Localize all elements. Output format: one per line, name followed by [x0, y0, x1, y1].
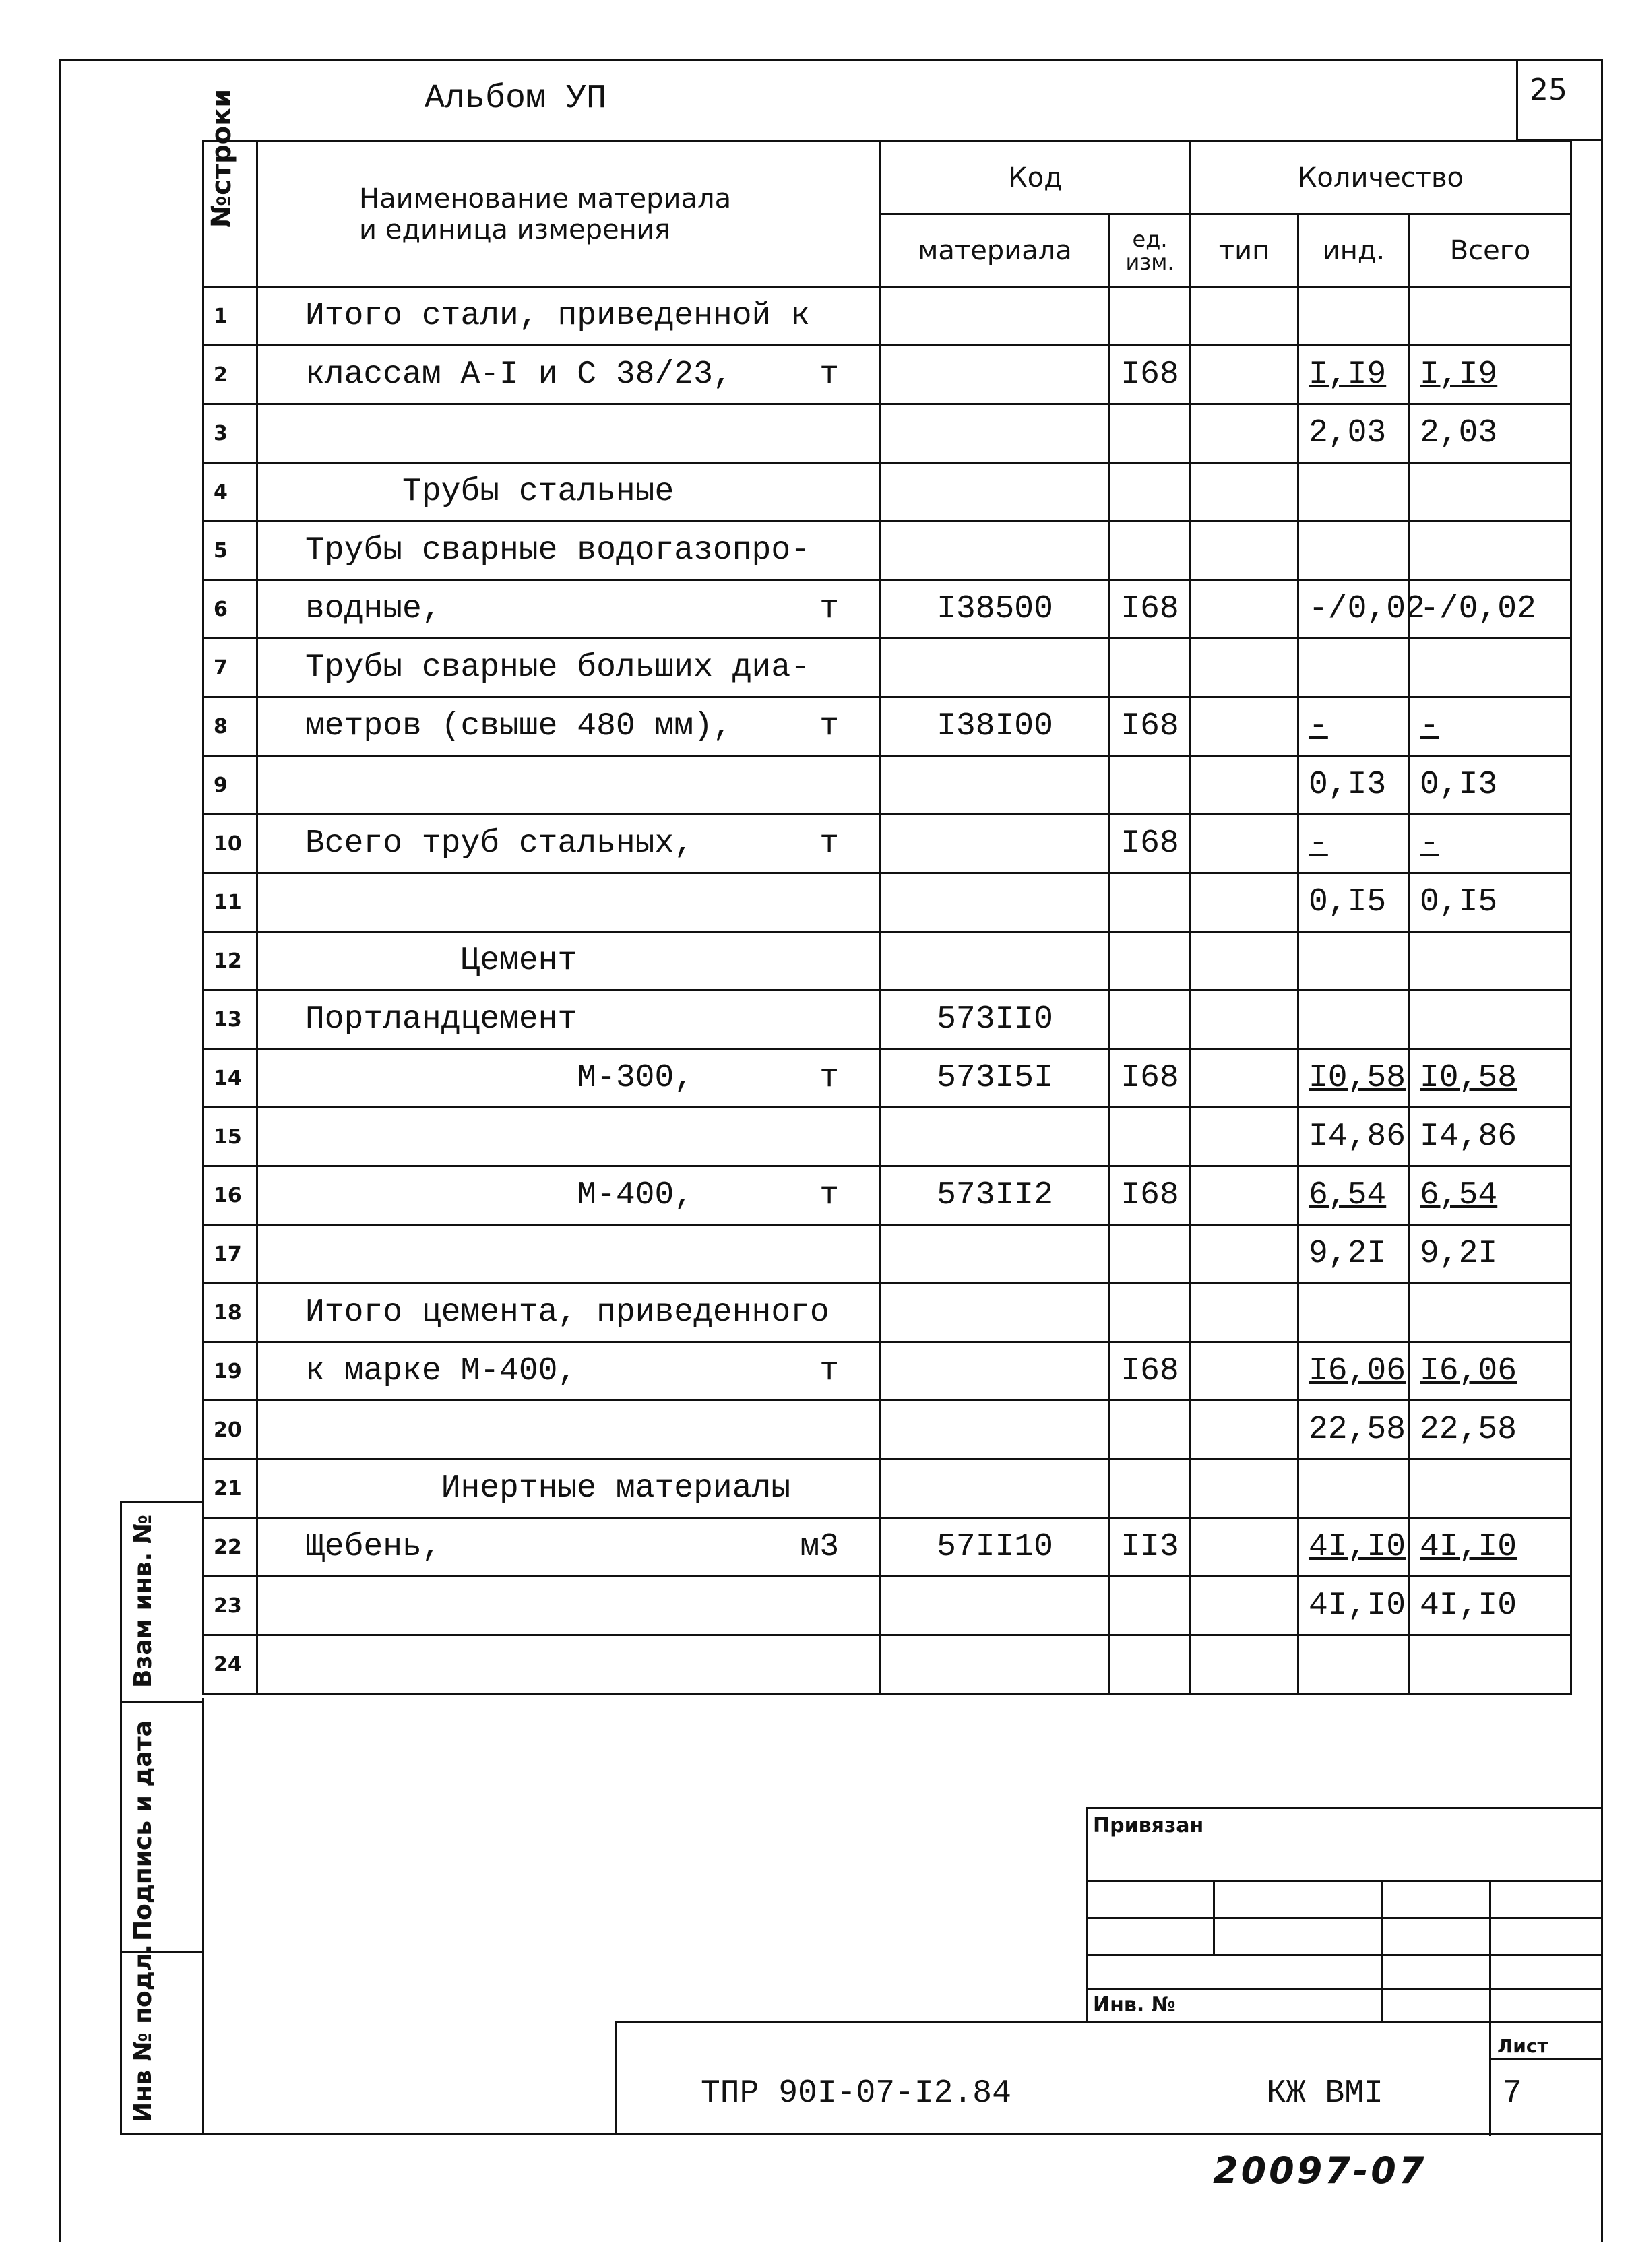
material-code	[881, 932, 1110, 990]
material-code	[881, 756, 1110, 815]
qty-ind: 9,2I	[1298, 1225, 1410, 1284]
side-label-signature-date: Подпись и дата	[129, 1720, 157, 1941]
unit-suffix: т	[819, 1060, 839, 1096]
unit-suffix: т	[819, 708, 839, 745]
row-number: 22	[203, 1518, 257, 1577]
material-code	[881, 404, 1110, 463]
qty-ind: I0,58	[1298, 1049, 1410, 1108]
qty-total	[1410, 639, 1571, 697]
table-row	[203, 287, 1571, 346]
unit-code: I68	[1110, 1166, 1191, 1225]
table-row	[203, 815, 1571, 873]
qty-total: 0,I5	[1410, 873, 1571, 932]
unit-code	[1110, 873, 1191, 932]
row-number: 14	[203, 1049, 257, 1108]
qty-ind: -	[1298, 697, 1410, 756]
stamp-doc-code: ТПР 90I-07-I2.84	[701, 2075, 1011, 2112]
unit-code	[1110, 1284, 1191, 1342]
qty-type	[1191, 463, 1298, 522]
qty-type	[1191, 1635, 1298, 1694]
qty-type	[1191, 756, 1298, 815]
qty-ind: 4I,I0	[1298, 1577, 1410, 1635]
header-code-group: Код	[881, 141, 1191, 214]
qty-ind: 0,I3	[1298, 756, 1410, 815]
row-number: 9	[203, 756, 257, 815]
unit-code	[1110, 1635, 1191, 1694]
row-number: 6	[203, 580, 257, 639]
table-row	[203, 932, 1571, 990]
header-qty-group: Количество	[1191, 141, 1571, 214]
header-ind: инд.	[1298, 214, 1410, 287]
table-row	[203, 756, 1571, 815]
stamp-inv-no-label: Инв. №	[1093, 1993, 1176, 2017]
material-code: 573II0	[881, 990, 1110, 1049]
unit-code	[1110, 932, 1191, 990]
table-row	[203, 1577, 1571, 1635]
handwritten-number: 20097-07	[1213, 2149, 1427, 2192]
qty-total: -	[1410, 697, 1571, 756]
album-title: Альбом УП	[425, 80, 607, 118]
qty-ind: -	[1298, 815, 1410, 873]
qty-ind	[1298, 1284, 1410, 1342]
material-name: Итого цемента, приведенного	[257, 1284, 881, 1342]
qty-type	[1191, 287, 1298, 346]
material-code	[881, 463, 1110, 522]
unit-code	[1110, 1108, 1191, 1166]
qty-ind: 2,03	[1298, 404, 1410, 463]
qty-type	[1191, 1342, 1298, 1401]
unit-suffix: т	[819, 591, 839, 627]
material-code	[881, 522, 1110, 580]
row-number: 20	[203, 1401, 257, 1459]
qty-type	[1191, 1459, 1298, 1518]
qty-type	[1191, 1108, 1298, 1166]
page-number: 25	[1530, 73, 1567, 107]
stamp-attached-label: Привязан	[1093, 1814, 1204, 1837]
unit-code	[1110, 990, 1191, 1049]
qty-total	[1410, 463, 1571, 522]
qty-type	[1191, 697, 1298, 756]
table-row	[203, 990, 1571, 1049]
unit-suffix: т	[819, 1353, 839, 1389]
material-code: 57II10	[881, 1518, 1110, 1577]
frame-bottom	[120, 2133, 1602, 2135]
page-number-divider	[1516, 59, 1518, 140]
unit-code	[1110, 522, 1191, 580]
unit-code: I68	[1110, 815, 1191, 873]
row-number: 11	[203, 873, 257, 932]
qty-total: I0,58	[1410, 1049, 1571, 1108]
qty-ind	[1298, 932, 1410, 990]
row-number: 8	[203, 697, 257, 756]
material-name: Щебень, м3	[257, 1518, 881, 1577]
qty-ind	[1298, 990, 1410, 1049]
material-code	[881, 287, 1110, 346]
unit-code	[1110, 1459, 1191, 1518]
material-name	[257, 1108, 881, 1166]
table-row	[203, 346, 1571, 404]
material-name: водные, т	[257, 580, 881, 639]
unit-code	[1110, 1401, 1191, 1459]
qty-type	[1191, 580, 1298, 639]
material-code	[881, 639, 1110, 697]
row-number: 18	[203, 1284, 257, 1342]
material-name: М-300, т	[257, 1049, 881, 1108]
row-number: 1	[203, 287, 257, 346]
frame-top	[59, 59, 1602, 61]
qty-ind	[1298, 639, 1410, 697]
material-name: Трубы стальные	[257, 463, 881, 522]
unit-code: I68	[1110, 346, 1191, 404]
qty-total	[1410, 1284, 1571, 1342]
stamp-sheet-label: Лист	[1497, 2035, 1548, 2057]
material-code	[881, 1225, 1110, 1284]
qty-total	[1410, 287, 1571, 346]
row-number: 5	[203, 522, 257, 580]
row-number: 23	[203, 1577, 257, 1635]
material-name: Трубы сварные больших диа-	[257, 639, 881, 697]
qty-total: 9,2I	[1410, 1225, 1571, 1284]
qty-total: -/0,02	[1410, 580, 1571, 639]
qty-type	[1191, 639, 1298, 697]
unit-code	[1110, 287, 1191, 346]
qty-total	[1410, 1459, 1571, 1518]
qty-ind	[1298, 522, 1410, 580]
qty-ind: 4I,I0	[1298, 1518, 1410, 1577]
qty-ind: I,I9	[1298, 346, 1410, 404]
table-row	[203, 463, 1571, 522]
row-number: 21	[203, 1459, 257, 1518]
qty-ind	[1298, 1635, 1410, 1694]
material-code	[881, 346, 1110, 404]
qty-ind: I4,86	[1298, 1108, 1410, 1166]
row-number: 17	[203, 1225, 257, 1284]
qty-ind	[1298, 463, 1410, 522]
frame-left-edge	[59, 59, 61, 2242]
unit-code	[1110, 639, 1191, 697]
header-type: тип	[1191, 214, 1298, 287]
header-row-no: №строки	[203, 141, 257, 287]
qty-type	[1191, 1049, 1298, 1108]
qty-type	[1191, 1518, 1298, 1577]
qty-ind: I6,06	[1298, 1342, 1410, 1401]
table-row	[203, 873, 1571, 932]
row-number: 15	[203, 1108, 257, 1166]
qty-ind: -/0,02	[1298, 580, 1410, 639]
material-name	[257, 873, 881, 932]
table-row	[203, 1635, 1571, 1694]
side-block-top	[120, 1501, 202, 1503]
qty-total	[1410, 1635, 1571, 1694]
qty-total: 4I,I0	[1410, 1518, 1571, 1577]
row-number: 2	[203, 346, 257, 404]
material-code	[881, 1342, 1110, 1401]
qty-type	[1191, 404, 1298, 463]
material-name: Портландцемент	[257, 990, 881, 1049]
side-label-inv-replace: Взам инв. №	[129, 1514, 157, 1688]
table-row	[203, 580, 1571, 639]
qty-total	[1410, 990, 1571, 1049]
material-code: 573I5I	[881, 1049, 1110, 1108]
qty-type	[1191, 1225, 1298, 1284]
qty-ind: 6,54	[1298, 1166, 1410, 1225]
table-row	[203, 404, 1571, 463]
unit-suffix: м3	[800, 1529, 839, 1565]
unit-code: I68	[1110, 1049, 1191, 1108]
qty-total: I4,86	[1410, 1108, 1571, 1166]
material-name: Итого стали, приведенной к	[257, 287, 881, 346]
material-name	[257, 1225, 881, 1284]
qty-type	[1191, 815, 1298, 873]
qty-total: I6,06	[1410, 1342, 1571, 1401]
qty-type	[1191, 1284, 1298, 1342]
material-name: классам А-I и С 38/23, т	[257, 346, 881, 404]
unit-suffix: т	[819, 356, 839, 393]
material-code	[881, 1577, 1110, 1635]
qty-type	[1191, 1401, 1298, 1459]
stamp-section-code: КЖ ВМI	[1267, 2075, 1383, 2112]
material-name	[257, 756, 881, 815]
qty-ind	[1298, 1459, 1410, 1518]
unit-code	[1110, 463, 1191, 522]
table-row	[203, 1225, 1571, 1284]
row-number: 12	[203, 932, 257, 990]
material-name: метров (свыше 480 мм), т	[257, 697, 881, 756]
row-number: 7	[203, 639, 257, 697]
material-code: 573II2	[881, 1166, 1110, 1225]
table-row	[203, 1049, 1571, 1108]
table-row	[203, 1401, 1571, 1459]
row-number: 3	[203, 404, 257, 463]
row-number: 10	[203, 815, 257, 873]
qty-total: 2,03	[1410, 404, 1571, 463]
table-row	[203, 639, 1571, 697]
material-code	[881, 1401, 1110, 1459]
qty-total	[1410, 522, 1571, 580]
qty-type	[1191, 873, 1298, 932]
material-code	[881, 1108, 1110, 1166]
unit-code	[1110, 756, 1191, 815]
material-name: М-400, т	[257, 1166, 881, 1225]
unit-code	[1110, 1577, 1191, 1635]
stamp-sheet-value: 7	[1503, 2075, 1522, 2112]
unit-code: I68	[1110, 580, 1191, 639]
qty-total: -	[1410, 815, 1571, 873]
unit-suffix: т	[819, 825, 839, 862]
qty-type	[1191, 522, 1298, 580]
unit-code: I68	[1110, 697, 1191, 756]
header-unit: ед. изм.	[1110, 214, 1191, 287]
unit-suffix: т	[819, 1177, 839, 1214]
material-name: Инертные материалы	[257, 1459, 881, 1518]
side-block-divider-1	[120, 1701, 202, 1703]
row-number: 13	[203, 990, 257, 1049]
material-name: Трубы сварные водогазопро-	[257, 522, 881, 580]
qty-type	[1191, 1577, 1298, 1635]
qty-total	[1410, 932, 1571, 990]
frame-right	[1601, 59, 1603, 2242]
header-name: Наименование материала и единица измерения	[257, 141, 881, 287]
qty-total: 4I,I0	[1410, 1577, 1571, 1635]
table-row	[203, 1518, 1571, 1577]
qty-ind: 22,58	[1298, 1401, 1410, 1459]
material-code	[881, 1459, 1110, 1518]
header-total: Всего	[1410, 214, 1571, 287]
table-row	[203, 522, 1571, 580]
side-block-left	[120, 1501, 122, 2135]
table-row	[203, 1342, 1571, 1401]
material-name	[257, 404, 881, 463]
qty-total: I,I9	[1410, 346, 1571, 404]
table-row	[203, 1108, 1571, 1166]
row-number: 4	[203, 463, 257, 522]
table-row	[203, 1284, 1571, 1342]
material-name: к марке М-400, т	[257, 1342, 881, 1401]
unit-code	[1110, 404, 1191, 463]
table-row	[203, 1166, 1571, 1225]
material-name: Цемент	[257, 932, 881, 990]
material-name	[257, 1577, 881, 1635]
material-code	[881, 815, 1110, 873]
material-code: I38I00	[881, 697, 1110, 756]
unit-code: II3	[1110, 1518, 1191, 1577]
material-name	[257, 1401, 881, 1459]
material-code	[881, 1635, 1110, 1694]
row-number: 16	[203, 1166, 257, 1225]
side-label-inv-original: Инв № подл.	[129, 1944, 157, 2122]
row-number: 24	[203, 1635, 257, 1694]
material-code	[881, 873, 1110, 932]
table-row	[203, 697, 1571, 756]
table-row	[203, 1459, 1571, 1518]
row-number: 19	[203, 1342, 257, 1401]
qty-type	[1191, 932, 1298, 990]
qty-total: 22,58	[1410, 1401, 1571, 1459]
material-name: Всего труб стальных, т	[257, 815, 881, 873]
qty-ind	[1298, 287, 1410, 346]
material-code: I38500	[881, 580, 1110, 639]
qty-type	[1191, 1166, 1298, 1225]
qty-ind: 0,I5	[1298, 873, 1410, 932]
unit-code	[1110, 1225, 1191, 1284]
material-code	[881, 1284, 1110, 1342]
qty-total: 0,I3	[1410, 756, 1571, 815]
qty-type	[1191, 990, 1298, 1049]
body-left-line	[202, 1698, 204, 2135]
qty-total: 6,54	[1410, 1166, 1571, 1225]
header-material: материала	[881, 214, 1110, 287]
qty-type	[1191, 346, 1298, 404]
material-name	[257, 1635, 881, 1694]
unit-code: I68	[1110, 1342, 1191, 1401]
